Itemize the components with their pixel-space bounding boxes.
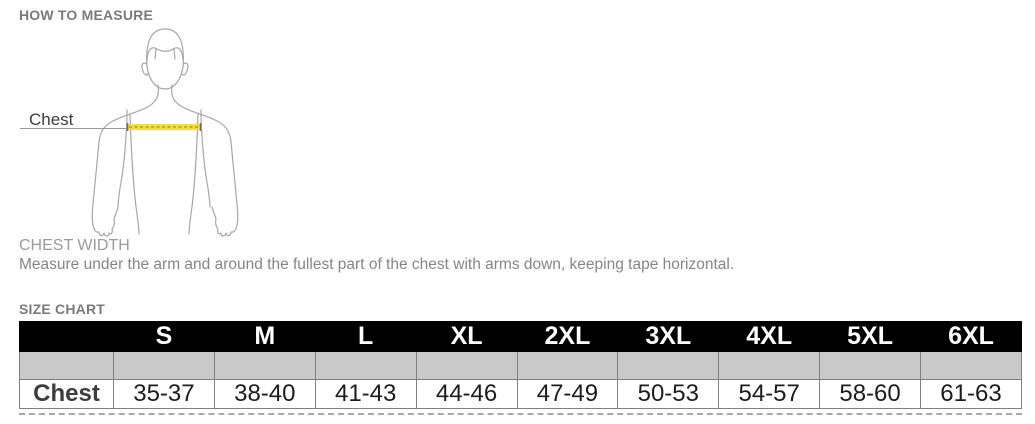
spacer-cell	[315, 352, 416, 380]
chest-value-m: 38-40	[214, 380, 315, 409]
measurement-name: CHEST WIDTH	[19, 237, 130, 254]
size-chart-table	[19, 321, 1022, 409]
spacer-cell	[214, 352, 315, 380]
size-column-header-s: S	[114, 322, 215, 352]
size-column-header-3xl: 3XL	[618, 322, 719, 352]
size-column-header-4xl: 4XL	[719, 322, 820, 352]
size-column-header-l: L	[315, 322, 416, 352]
chest-value-4xl: 54-57	[719, 380, 820, 409]
chest-value-5xl: 58-60	[820, 380, 921, 409]
spacer-cell	[416, 352, 517, 380]
chest-measurement-row	[20, 380, 1022, 409]
spacer-cell	[618, 352, 719, 380]
spacer-cell	[114, 352, 215, 380]
how-to-measure-title: HOW TO MEASURE	[19, 7, 153, 23]
torso-outline	[92, 29, 238, 236]
size-chart-corner-cell	[20, 322, 114, 352]
spacer-cell	[517, 352, 618, 380]
chest-value-2xl: 47-49	[517, 380, 618, 409]
spacer-row	[20, 352, 1022, 380]
size-chart-title: SIZE CHART	[19, 301, 105, 317]
size-column-header-m: M	[214, 322, 315, 352]
dashed-divider	[19, 413, 1022, 415]
row-label-chest: Chest	[20, 380, 114, 409]
size-column-header-2xl: 2XL	[517, 322, 618, 352]
tape-measure-highlight	[127, 123, 201, 131]
spacer-cell	[20, 352, 114, 380]
spacer-cell	[719, 352, 820, 380]
size-column-header-6xl: 6XL	[921, 322, 1022, 352]
size-header-row	[20, 322, 1022, 352]
size-chart-section	[19, 301, 1022, 415]
size-column-header-5xl: 5XL	[820, 322, 921, 352]
spacer-cell	[921, 352, 1022, 380]
measurement-description: Measure under the arm and around the fullest part of the chest with arms down, keeping tape horizontal.	[19, 256, 735, 273]
chest-value-s: 35-37	[114, 380, 215, 409]
size-column-header-xl: XL	[416, 322, 517, 352]
chest-value-6xl: 61-63	[921, 380, 1022, 409]
spacer-cell	[820, 352, 921, 380]
body-figure-illustration	[0, 22, 345, 272]
chest-value-xl: 44-46	[416, 380, 517, 409]
chest-value-3xl: 50-53	[618, 380, 719, 409]
chest-value-l: 41-43	[315, 380, 416, 409]
figure-chest-label: Chest	[29, 110, 74, 129]
